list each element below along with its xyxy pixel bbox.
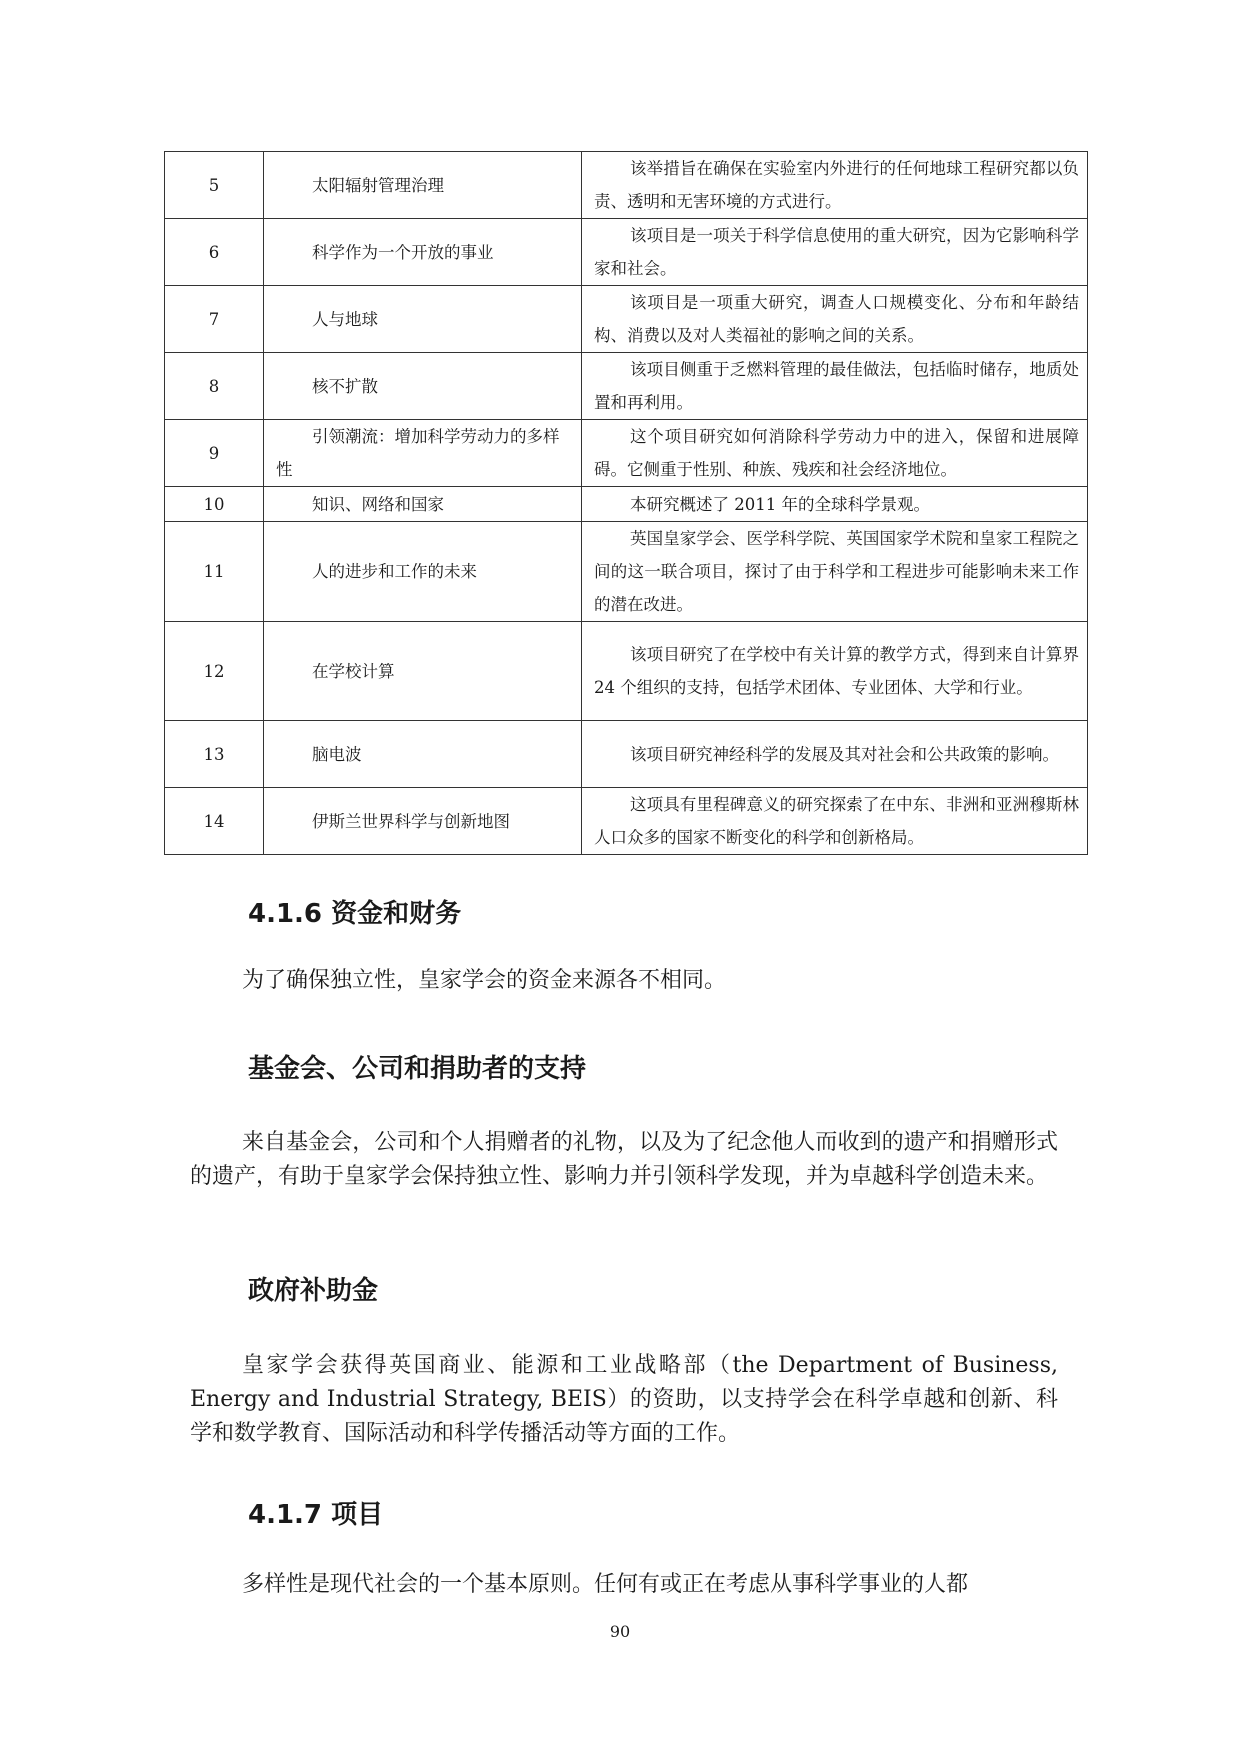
project-description: 这个项目研究如何消除科学劳动力中的进入，保留和进展障碍。它侧重于性别、种族、残疾和社会经济地位。 [582,420,1088,487]
table-row [165,420,1088,487]
project-name: 太阳辐射管理治理 [264,152,582,219]
project-description: 该项目研究了在学校中有关计算的教学方式，得到来自计算界 24 个组织的支持，包括学术团体、专业团体、大学和行业。 [582,622,1088,721]
row-number: 11 [165,522,264,622]
row-number: 10 [165,487,264,522]
project-description: 该项目是一项关于科学信息使用的重大研究，因为它影响科学家和社会。 [582,219,1088,286]
projects-table-body [165,152,1088,855]
row-number: 12 [165,622,264,721]
project-description: 该项目是一项重大研究，调查人口规模变化、分布和年龄结构、消费以及对人类福祉的影响之间的关系。 [582,286,1088,353]
project-name: 在学校计算 [264,622,582,721]
project-description: 该项目研究神经科学的发展及其对社会和公共政策的影响。 [582,721,1088,788]
project-name: 核不扩散 [264,353,582,420]
project-name: 脑电波 [264,721,582,788]
table-row [165,152,1088,219]
project-name: 人的进步和工作的未来 [264,522,582,622]
table-row [165,487,1088,522]
table-row [165,522,1088,622]
projects-paragraph: 多样性是现代社会的一个基本原则。任何有或正在考虑从事科学事业的人都 [242,1572,969,1597]
row-number: 5 [165,152,264,219]
projects-table [164,151,1088,855]
row-number: 14 [165,788,264,855]
project-name: 知识、网络和国家 [264,487,582,522]
section-heading-projects: 4.1.7 项目 [248,1500,384,1530]
page-number: 90 [609,1622,631,1641]
table-row [165,353,1088,420]
table-row [165,622,1088,721]
table-row [165,788,1088,855]
section-heading-funding: 4.1.6 资金和财务 [248,899,462,929]
project-description: 该举措旨在确保在实验室内外进行的任何地球工程研究都以负责、透明和无害环境的方式进行。 [582,152,1088,219]
section-heading-support: 基金会、公司和捐助者的支持 [248,1054,587,1084]
project-description: 本研究概述了 2011 年的全球科学景观。 [582,487,1088,522]
project-name: 引领潮流：增加科学劳动力的多样性 [264,420,582,487]
project-name: 科学作为一个开放的事业 [264,219,582,286]
row-number: 13 [165,721,264,788]
row-number: 7 [165,286,264,353]
grant-paragraph: 皇家学会获得英国商业、能源和工业战略部（the Department of Business, Energy and Industrial Strategy, BEIS）的资助，以支持学会在科学卓越和创新、科学和数学教育、国际活动和科学传播活动等方面的工作。 [190,1353,1058,1446]
project-name: 人与地球 [264,286,582,353]
row-number: 9 [165,420,264,487]
project-description: 这项具有里程碑意义的研究探索了在中东、非洲和亚洲穆斯林人口众多的国家不断变化的科学和创新格局。 [582,788,1088,855]
support-paragraph: 来自基金会，公司和个人捐赠者的礼物，以及为了纪念他人而收到的遗产和捐赠形式的遗产，有助于皇家学会保持独立性、影响力并引领科学发现，并为卓越科学创造未来。 [190,1130,1058,1189]
row-number: 6 [165,219,264,286]
row-number: 8 [165,353,264,420]
project-description: 该项目侧重于乏燃料管理的最佳做法，包括临时储存，地质处置和再利用。 [582,353,1088,420]
table-row [165,219,1088,286]
funding-paragraph: 为了确保独立性，皇家学会的资金来源各不相同。 [242,968,727,993]
table-row [165,721,1088,788]
project-name: 伊斯兰世界科学与创新地图 [264,788,582,855]
table-row [165,286,1088,353]
project-description: 英国皇家学会、医学科学院、英国国家学术院和皇家工程院之间的这一联合项目，探讨了由于科学和工程进步可能影响未来工作的潜在改进。 [582,522,1088,622]
section-heading-grant: 政府补助金 [248,1276,379,1306]
